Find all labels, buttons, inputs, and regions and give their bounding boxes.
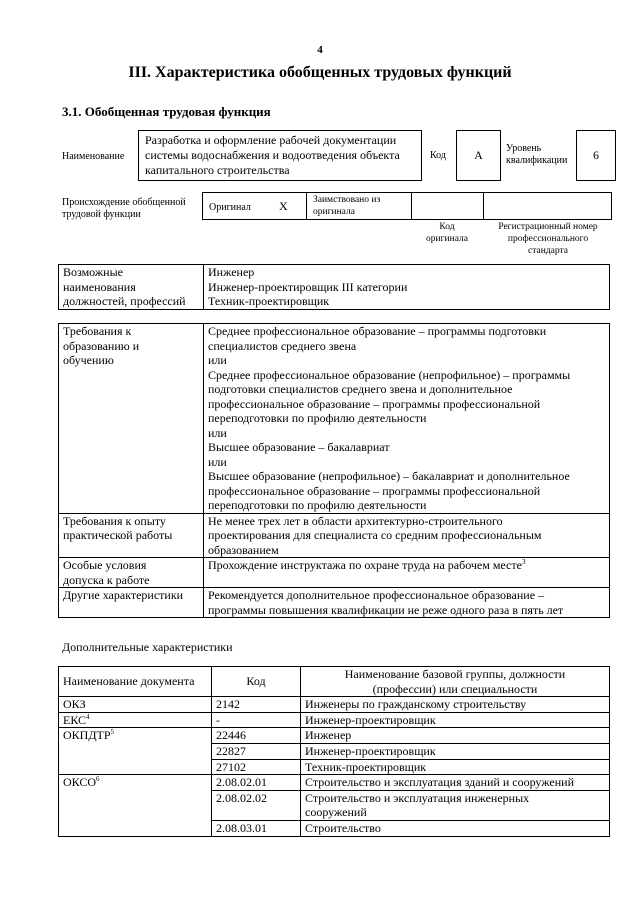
origin-label-2: трудовой функции [62, 209, 141, 220]
doc-cell [59, 728, 212, 775]
col-name-header-1: Наименование базовой группы, должности [344, 667, 566, 681]
name-line: сооружений [305, 805, 367, 820]
kod-label: Код [430, 150, 446, 161]
name-cell [301, 712, 610, 728]
page-title: III. Характеристика обобщенных трудовых функций [128, 64, 512, 81]
req-label: обучению [63, 353, 114, 367]
footnote-ref: 4 [86, 712, 90, 721]
req-line: профессиональное образование – программы профессиональной [208, 483, 541, 498]
original-mark: X [279, 199, 288, 213]
req-line: или [208, 454, 227, 469]
req-row-education [59, 324, 610, 514]
name-cell [301, 790, 610, 820]
doc-cell [59, 775, 212, 836]
name-line: Инженер [305, 728, 352, 743]
borrowed-1: Заимствовано из [313, 195, 381, 205]
name-line: Строительство и эксплуатация инженерных [305, 790, 530, 805]
req-label: Требования к опыту [63, 513, 166, 528]
name-line: Инженер-проектировщик [305, 712, 436, 727]
req-line [208, 558, 605, 573]
doc-cell [59, 697, 212, 713]
naim-line-1: Разработка и оформление рабочей документации [145, 133, 397, 147]
req-line: Рекомендуется дополнительное профессиональное образование – [208, 588, 545, 602]
uroven-box [576, 130, 616, 181]
table-row [59, 728, 610, 744]
footnote-ref: 6 [96, 775, 100, 784]
page-number: 4 [317, 44, 323, 56]
req-label: образованию и [63, 338, 140, 353]
name-cell [301, 697, 610, 713]
doc-name: ОКЗ [63, 697, 86, 712]
name-line: Техник-проектировщик [305, 759, 427, 774]
doc-name: ОКПДТР [63, 728, 111, 743]
name-cell [301, 728, 610, 744]
kod-orig-1: Код [439, 222, 455, 232]
additional-heading: Дополнительные характеристики [62, 640, 233, 654]
uroven-label-1: Уровень [506, 143, 542, 154]
original-label: Оригинал [209, 202, 251, 213]
req-label-cell [59, 588, 204, 618]
req-label: Особые условия [63, 558, 147, 572]
doc-name: ЕКС [63, 712, 87, 727]
name-line: Строительство и эксплуатация зданий и сооружений [305, 775, 574, 790]
naim-line-2: системы водоснабжения и водоотведения объекта [145, 148, 400, 162]
req-line: образованием [208, 542, 279, 557]
col-name-header [301, 667, 610, 697]
borrowed-2: оригинала [313, 207, 355, 217]
table-row [59, 775, 610, 791]
req-value-cell [204, 558, 610, 588]
naim-label: Наименование [62, 151, 125, 162]
kod-box [456, 130, 501, 181]
req-value-cell [204, 588, 610, 618]
req-label: Другие характеристики [63, 588, 184, 602]
additional-table [58, 666, 610, 837]
req-value-cell [204, 513, 610, 558]
additional-header-row [59, 667, 610, 697]
uroven-label-2: квалификации [506, 155, 568, 166]
kod-cell: 22446 [212, 728, 301, 744]
req-label-cell [59, 558, 204, 588]
col-name-header-2: (профессии) или специальности [372, 681, 538, 696]
kod-orig-2: оригинала [426, 234, 468, 244]
reg-2: профессионального [507, 234, 589, 244]
req-label: практической работы [63, 528, 173, 542]
uroven-value: 6 [593, 148, 599, 162]
origin-divider-2 [411, 193, 412, 219]
reg-1: Регистрационный номер [498, 222, 598, 232]
doc-name: ОКСО [63, 775, 97, 790]
requirements-table [58, 323, 610, 618]
kod-cell: 2.08.02.01 [212, 775, 301, 791]
req-line: проектирования для специалиста со средним профессиональным [208, 528, 542, 542]
doc-cell [59, 712, 212, 728]
positions-value-cell [204, 265, 610, 310]
positions-label-1: Возможные [63, 265, 123, 279]
positions-table [58, 264, 610, 310]
kod-cell: 27102 [212, 759, 301, 775]
req-line: Среднее профессиональное образование – программы подготовки [208, 324, 547, 338]
req-line: или [208, 425, 227, 440]
name-cell [301, 743, 610, 759]
positions-label-2: наименования [63, 279, 136, 294]
kod-value: A [474, 148, 483, 162]
req-line: Среднее профессиональное образование (непрофильное) – программы [208, 367, 571, 382]
table-row [59, 712, 610, 728]
req-line: программы повышения квалификации не реже одного раза в пять лет [208, 602, 564, 617]
kod-cell: 22827 [212, 743, 301, 759]
positions-label-cell [59, 265, 204, 310]
footnote-ref: 5 [110, 728, 115, 737]
positions-row [59, 265, 610, 310]
footnote-ref: 3 [521, 558, 526, 566]
name-line: Инженеры по гражданскому строительству [305, 697, 527, 712]
req-label: допуска к работе [63, 572, 150, 587]
kod-cell: 2142 [212, 697, 301, 713]
col-kod-header: Код [212, 667, 301, 697]
req-label-cell [59, 324, 204, 514]
kod-cell: - [212, 712, 301, 728]
req-text: Прохождение инструктажа по охране труда на рабочем месте [208, 558, 522, 572]
name-cell [301, 775, 610, 791]
kod-cell: 2.08.02.02 [212, 790, 301, 820]
reg-3: стандарта [528, 246, 568, 256]
kod-cell: 2.08.03.01 [212, 820, 301, 836]
origin-divider-1 [306, 193, 307, 219]
req-line: профессиональное образование – программы профессиональной [208, 396, 541, 411]
req-row-conditions [59, 558, 610, 588]
naim-box [138, 130, 422, 181]
origin-divider-3 [483, 193, 484, 219]
naim-line-3: капитального строительства [145, 163, 290, 177]
name-cell [301, 759, 610, 775]
req-label: Требования к [63, 324, 132, 338]
position-3: Техник-проектировщик [208, 294, 330, 309]
section-subtitle: 3.1. Обобщенная трудовая функция [62, 104, 271, 119]
req-row-experience [59, 513, 610, 558]
req-line: Высшее образование (непрофильное) – бакалавриат и дополнительное [208, 469, 570, 483]
positions-label-3: должностей, профессий [63, 294, 186, 309]
origin-label-1: Происхождение обобщенной [62, 197, 186, 208]
name-cell [301, 820, 610, 836]
col-doc-header: Наименование документа [59, 667, 212, 697]
req-line: переподготовки по профилю деятельности [208, 498, 427, 512]
name-line: Строительство [305, 820, 381, 835]
req-label-cell [59, 513, 204, 558]
req-line: подготовки специалистов среднего звена и дополнительное [208, 382, 513, 396]
req-line: переподготовки по профилю деятельности [208, 411, 427, 425]
origin-box [202, 192, 612, 220]
req-row-other [59, 588, 610, 618]
table-row [59, 697, 610, 713]
req-line: специалистов среднего звена [208, 338, 357, 353]
name-line: Инженер-проектировщик [305, 743, 436, 758]
req-value-cell [204, 324, 610, 514]
req-line: или [208, 353, 227, 367]
req-line: Высшее образование – бакалавриат [208, 440, 390, 454]
position-2: Инженер-проектировщик III категории [208, 279, 408, 294]
position-1: Инженер [208, 265, 255, 279]
req-line: Не менее трех лет в области архитектурно-строительного [208, 513, 503, 528]
